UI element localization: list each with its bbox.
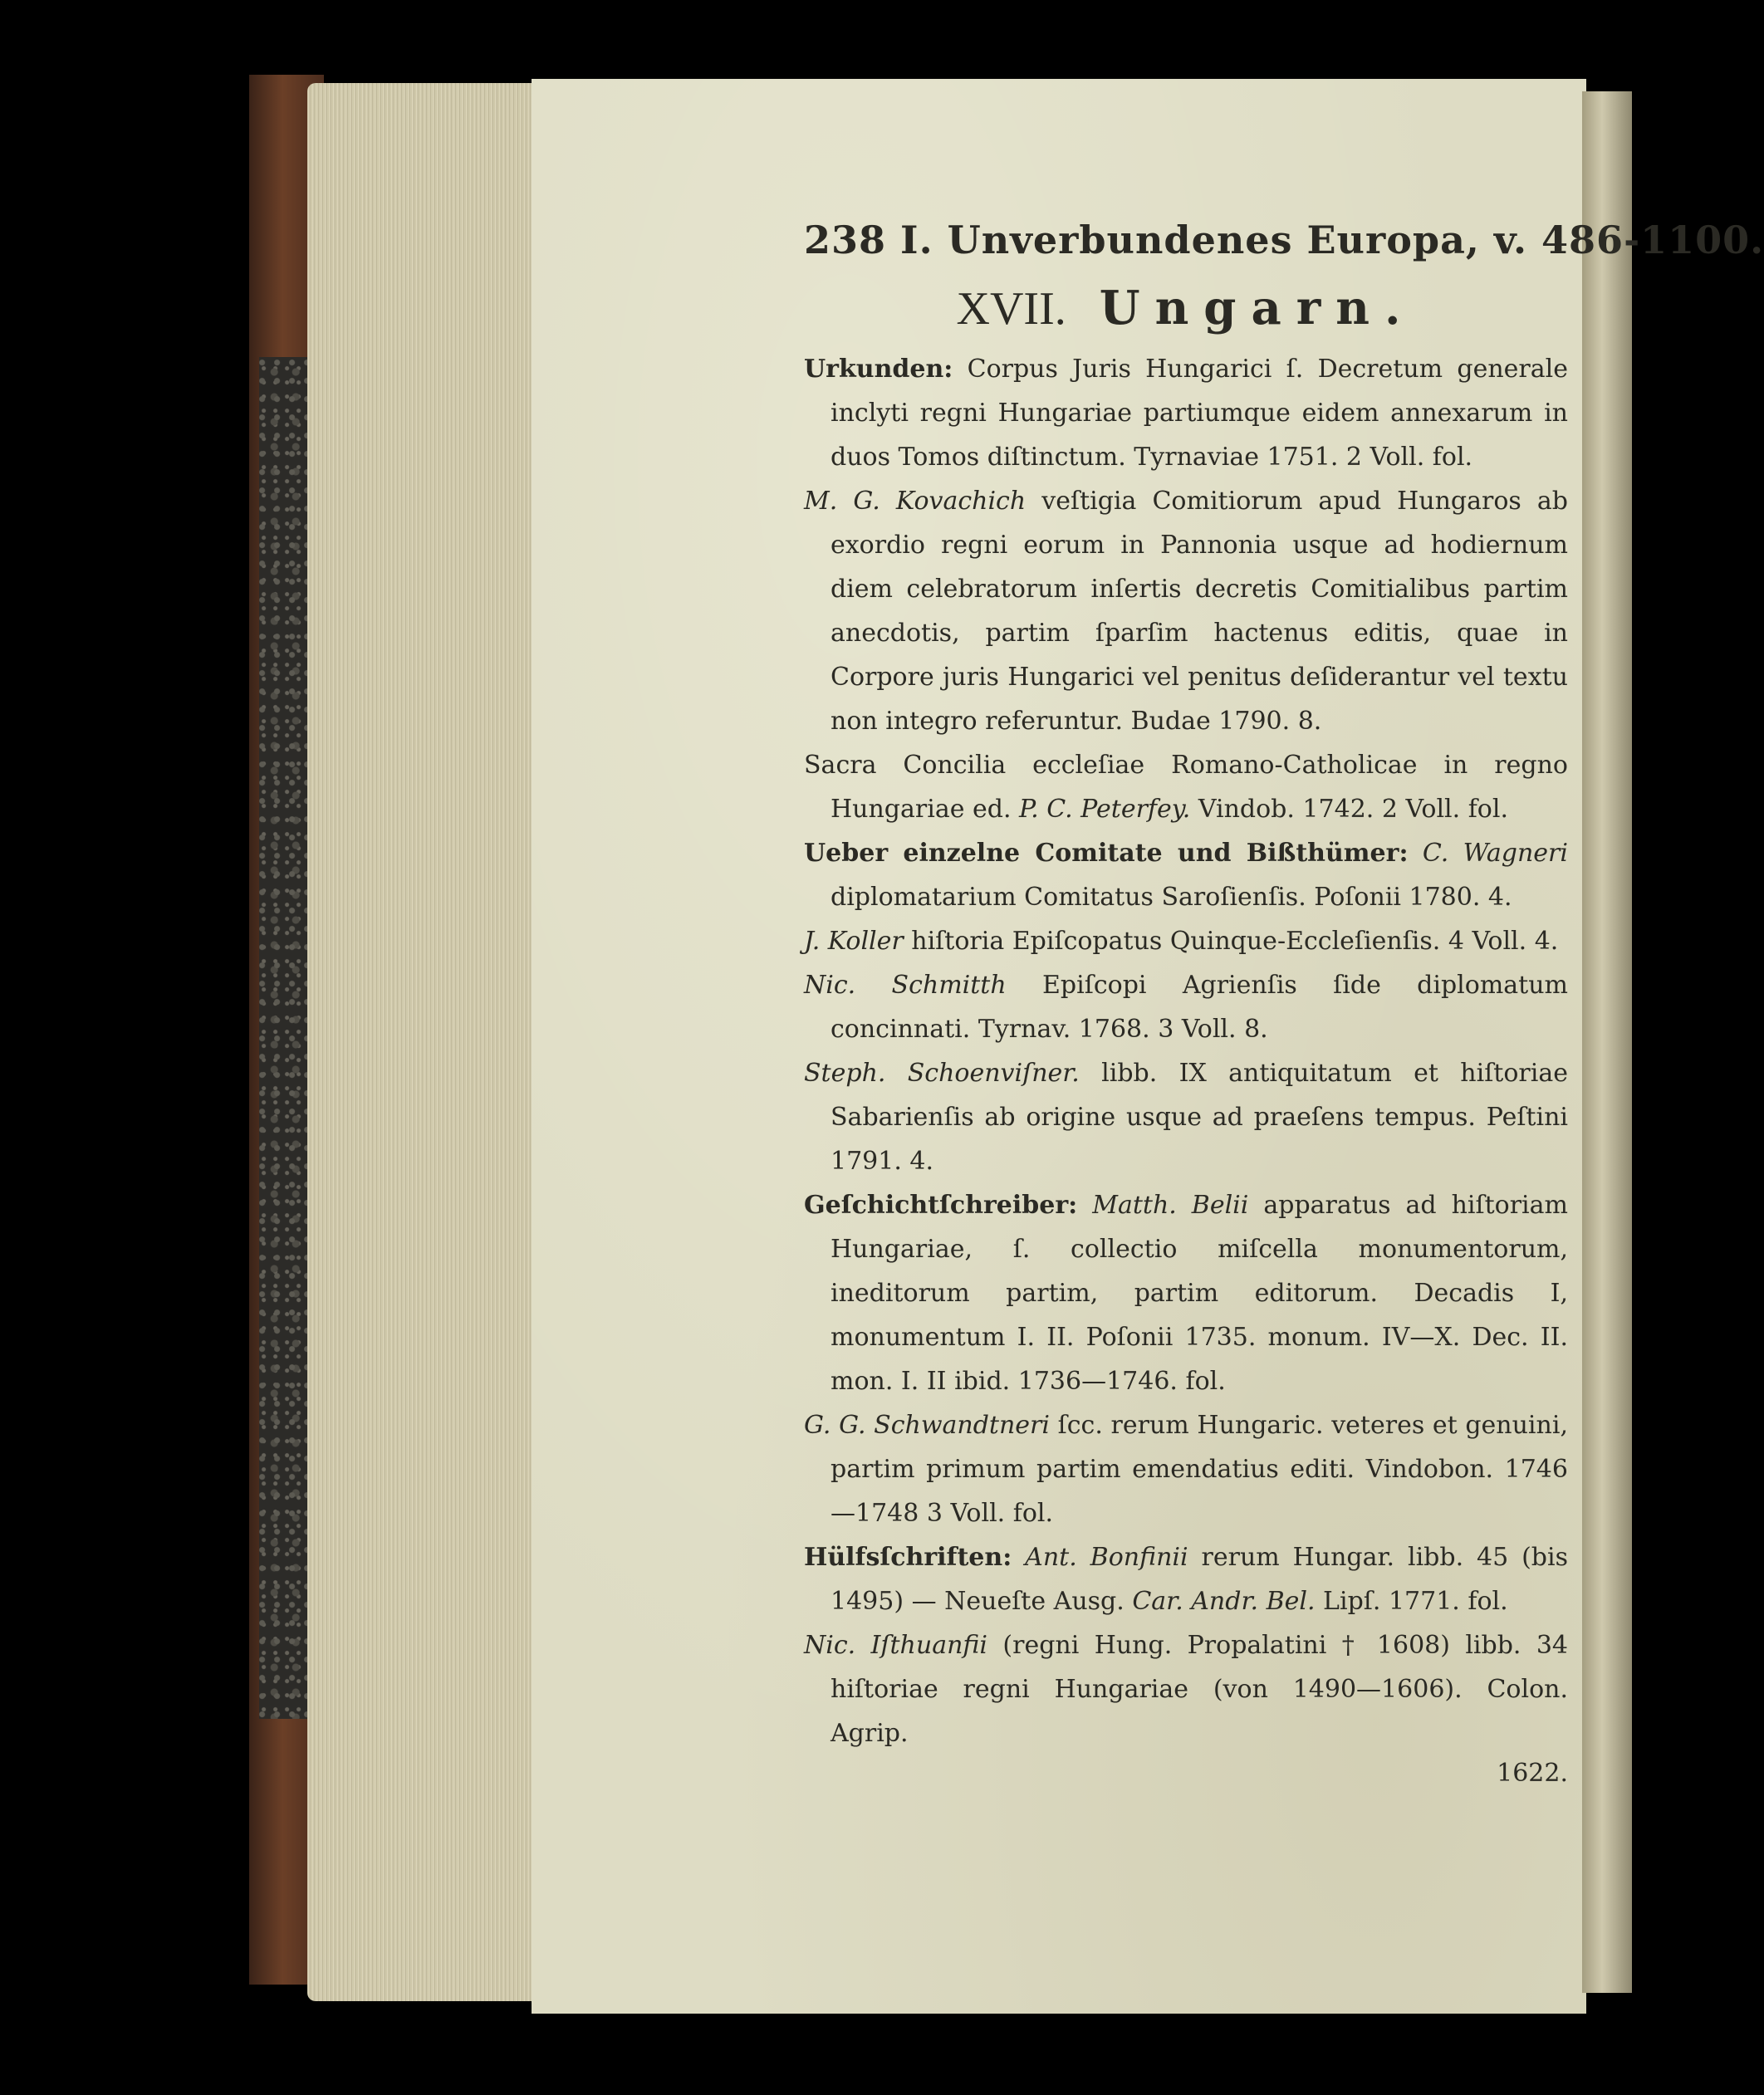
bibliography-entry: M. G. Kovachich veſtigia Comitiorum apud Hungaros ab exordio regni eorum in Pannonia usque ad hodiernum diem celebratorum inſertis decretis Comitialibus partim anecdotis, partim ſparſim hactenus editis, quae in Corpore juris Hungarici vel penitus deſiderantur vel textu non integro referuntur. Budae 1790. 8.	[804, 487, 1568, 736]
bibliography-entry: Hülfsſchriften: Ant. Bonfinii rerum Hungar. libb. 45 (bis 1495) — Neueſte Ausg. Car. Andr. Bel. Lipſ. 1771. fol.	[804, 1543, 1568, 1616]
bibliography-entry: J. Koller hiſtoria Epiſcopatus Quinque-Eccleſienſis. 4 Voll. 4.	[804, 927, 1559, 956]
catchword: 1622.	[1497, 1759, 1568, 1788]
page-number: 238	[804, 218, 887, 262]
bibliography-entry: Sacra Concilia eccleſiae Romano-Catholicae in regno Hungariae ed. P. C. Peterfey. Vindob. 1742. 2 Voll. fol.	[804, 751, 1568, 824]
bibliography-entry: Steph. Schoenviſner. libb. IX antiquitatum et hiſtoriae Sabarienſis ab origine usque ad praeſens tempus. Peſtini 1791. 4.	[804, 1059, 1569, 1176]
section-heading	[804, 281, 1568, 335]
bibliography-entry: Geſchichtſchreiber: Matth. Belii apparatus ad hiſtoriam Hungariae, ſ. collectio miſcella monumentorum, ineditorum partim, partim editorum. Decadis I, monumentum I. II. Poſonii 1735. monum. IV—X. Dec. II. mon. I. II ibid. 1736—1746. fol.	[804, 1191, 1568, 1396]
facing-page-edge	[1582, 91, 1632, 1993]
section-numeral: XVII.	[956, 283, 1066, 335]
bibliography-entry: Nic. Schmitth Epiſcopi Agrienſis ſide diplomatum concinnati. Tyrnav. 1768. 3 Voll. 8.	[804, 971, 1568, 1044]
bibliography-entry: Nic. Iſthuanfii (regni Hung. Propalatini † 1608) libb. 34 hiſtoriae regni Hungariae (von 1490—1606). Colon. Agrip.	[804, 1631, 1568, 1748]
bibliography-entry: Ueber einzelne Comitate und Bißthümer: C. Wagneri diplomatarium Comitatus Saroſienſis. Poſonii 1780. 4.	[804, 839, 1568, 912]
running-title: I. Unverbundenes Europa, v. 486-1100.	[900, 218, 1764, 262]
page-text	[804, 218, 1764, 1788]
running-header	[804, 218, 1764, 262]
bibliography-entry: G. G. Schwandtneri ſcc. rerum Hungaric. veteres et genuini, partim primum partim emendatius editi. Vindobon. 1746—1748 3 Voll. fol.	[804, 1411, 1568, 1528]
section-name: Ungarn.	[1099, 281, 1416, 335]
page-stack-edge	[307, 83, 540, 2001]
bibliography-entry: Urkunden: Corpus Juris Hungarici ſ. Decretum generale inclyti regni Hungariae partiumque eidem annexarum in duos Tomos diſtinctum. Tyrnaviae 1751. 2 Voll. fol.	[804, 355, 1568, 472]
